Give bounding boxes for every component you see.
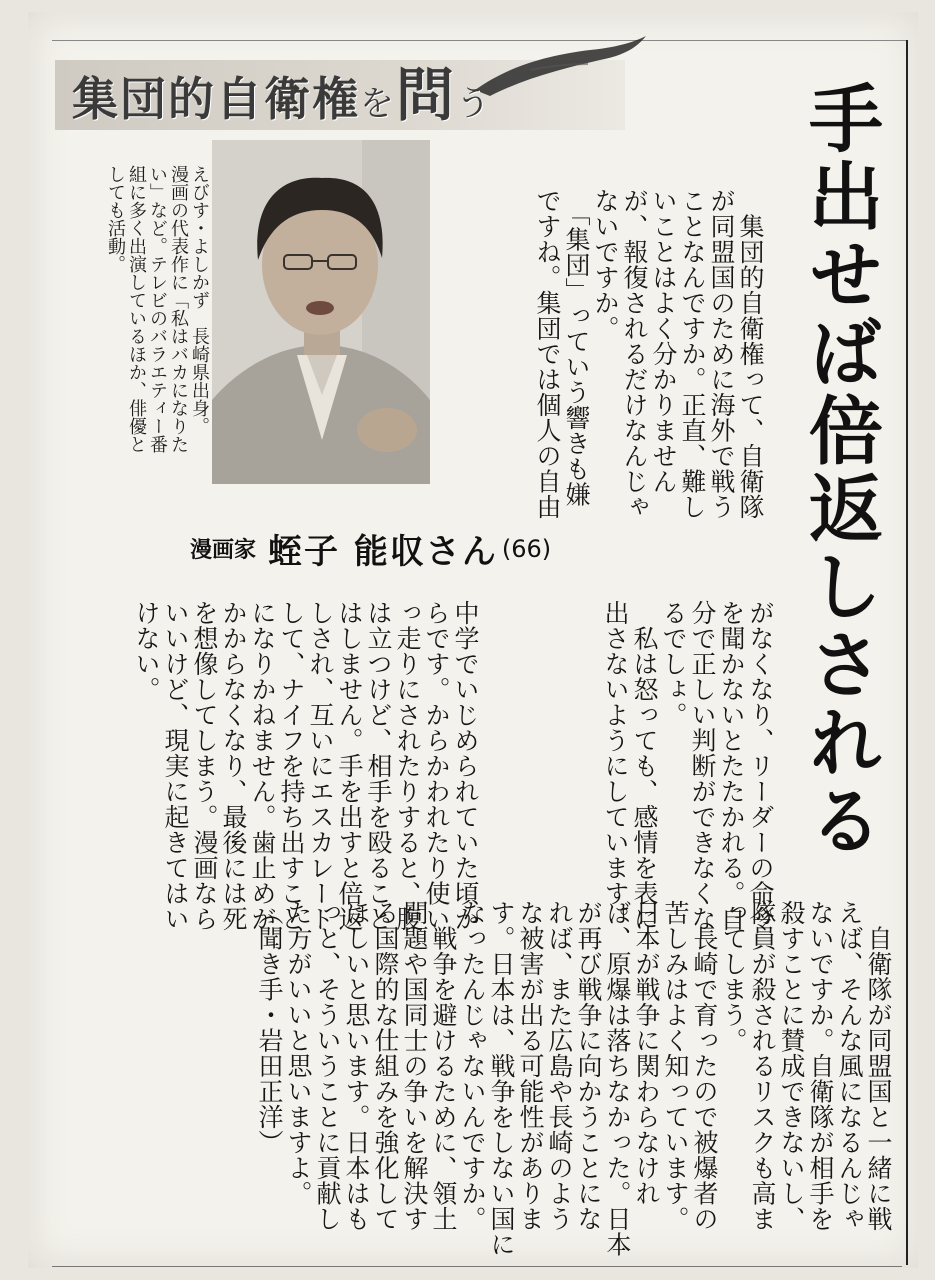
brush-stroke-decoration [470,30,650,100]
article-line: は立つけど、相手を殴ること [364,600,393,932]
article-line: になりかねません。歯止めが [248,600,277,932]
byline [190,524,620,574]
article-top-column [435,188,765,520]
article-line: が再び戦争に向かうことにな [574,900,603,1232]
article-line: を聞かないとたたかれる。自 [717,600,746,932]
article-line: 中学でいじめられていた頃か [451,600,480,932]
right-column-rule [906,40,908,1265]
article-line: ってしまう。 [719,900,748,1053]
article-line: す。日本は、戦争をしない国に [487,900,516,1257]
article-line: 「集団」っていう響きも嫌 [562,188,591,507]
article-line: れば、また広島や長崎のよう [545,900,574,1232]
interviewee-role: 漫画家 [190,538,257,563]
article-line: 殺すことに賛成できないし、 [777,900,806,1232]
article-line: はしません。手を出すと倍返 [335,600,364,932]
article-line: かからなくなり、最後には死 [219,600,248,932]
photo-caption [60,165,210,485]
article-line: 苦しみはよく知っています。 [661,900,690,1232]
caption-line: えびす・よしかず 長崎県出身。 [189,165,210,435]
interviewee-name: 蛭子 能収さん [268,532,498,572]
article-line: る国際的な仕組みを強化して [371,900,400,1232]
article-line: ですね。集団では個人の自由 [533,188,562,520]
article-line: 私は怒っても、感情を表に [630,600,659,932]
article-line: ないですか。 [591,188,620,341]
caption-line: しても活動。 [105,165,126,273]
caption-line: い」など。テレビのバラエティー番 [147,165,168,453]
series-title [72,60,492,130]
article-line: がなくなり、リーダーの命令 [746,600,775,932]
article-line: っと、そういうことに貢献し [313,900,342,1232]
article-line: ほしいと思います。日本はも [342,900,371,1232]
article-line: 日本が戦争に関わらなけれ [632,900,661,1206]
article-line: なったんじゃないんですか。 [458,900,487,1232]
headline: 手出せば倍返しされる [797,80,883,860]
article-line: 長崎で育ったので被爆者の [690,900,719,1232]
article-line: 分で正しい判断ができなくな [688,600,717,932]
article-line: 戦争を避けるために、領土 [429,900,458,1232]
article-line: を想像してしまう。漫画なら [190,600,219,932]
article-line: 問題や国同士の争いを解決す [400,900,429,1232]
caption-line: 組に多く出演しているほか、俳優と [126,165,147,453]
article-line: ば、原爆は落ちなかった。日本 [603,900,632,1257]
article-line: た方がいいと思いますよ。 [284,900,313,1206]
bottom-rule [52,1266,902,1267]
article-line: ことなんですか。正直、難し [678,188,707,520]
article-line: 隊員が殺されるリスクも高ま [748,900,777,1232]
article-line: えば、そんな風になるんじゃ [835,900,864,1232]
article-line: 集団的自衛権って、自衛隊 [736,188,765,520]
article-line: な被害が出る可能性がありま [516,900,545,1232]
caption-line: 漫画の代表作に「私はバカになりた [168,165,189,453]
interviewee-portrait-image [212,140,430,484]
article-line: しされ、互いにエスカレート [306,600,335,932]
article-line: っ走りにされたりすると、腹 [393,600,422,932]
interviewee-age: (66) [501,534,552,563]
article-line: が同盟国のために海外で戦う [707,188,736,520]
article-line: が、報復されるだけなんじゃ [620,188,649,520]
series-title-main: 集団的自衛権 [72,72,360,126]
article-line: いことはよく分かりません [649,188,678,494]
article-line: らです。からかわれたり使い [422,600,451,932]
series-title-particle-wo: を [360,84,396,124]
series-title-particle-u: う [456,84,493,124]
article-line: いいけど、現実に起きてはい [161,600,190,932]
article-line: して、ナイフを持ち出すこと [277,600,306,932]
interviewee-photo [212,140,430,484]
article-line: ないですか。自衛隊が相手を [806,900,835,1232]
series-title-ask: 問 [396,61,457,129]
article-line: るでしょ。 [659,600,688,728]
article-line: 出さないようにしています。 [601,600,630,932]
article-line: けない。 [132,600,161,702]
article-line: 自衛隊が同盟国と一緒に戦 [864,900,893,1232]
article-lower-right-column [255,900,893,1257]
article-line: （聞き手・岩田正洋） [255,900,284,1155]
